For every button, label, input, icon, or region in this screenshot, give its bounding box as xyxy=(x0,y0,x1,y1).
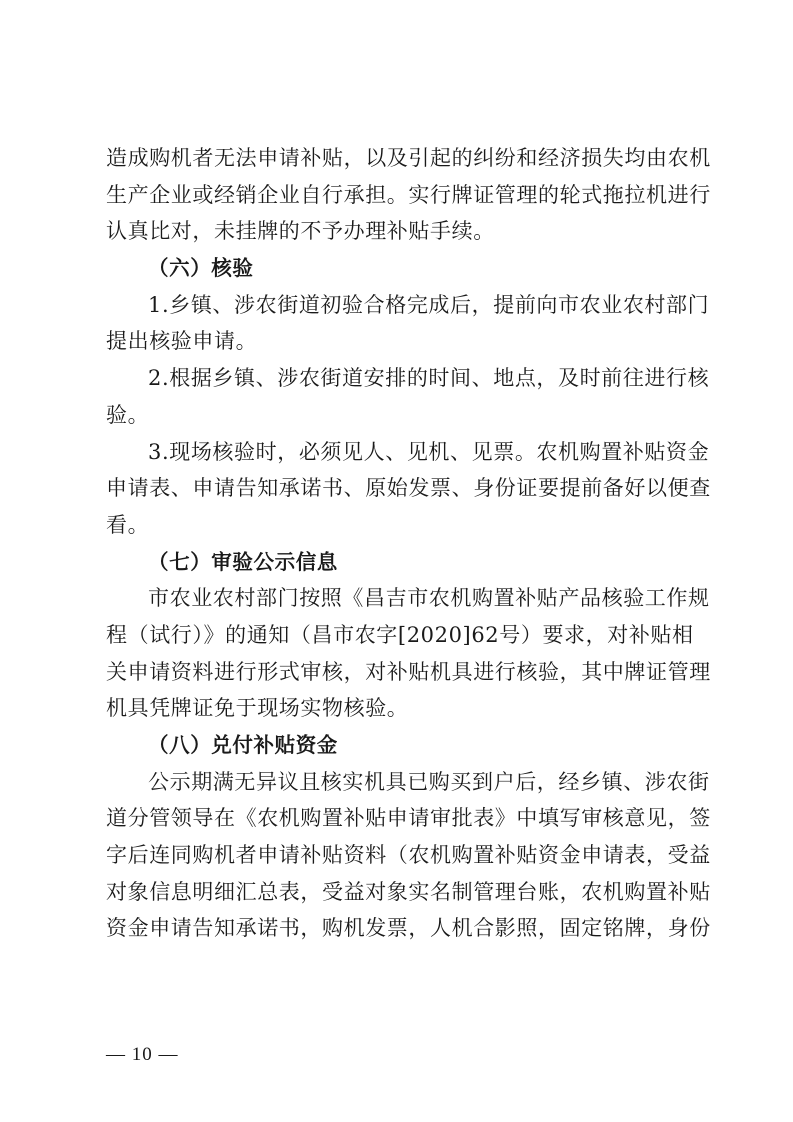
section-heading-eight: （八）兑付补贴资金 xyxy=(148,733,338,757)
section-heading-seven: （七）审验公示信息 xyxy=(148,549,338,574)
paragraph-line: 验。 xyxy=(106,402,150,427)
paragraph-line: 申请表、申请告知承诺书、原始发票、身份证要提前备好以便查 xyxy=(106,476,711,501)
paragraph-line: 关申请资料进行形式审核，对补贴机具进行核验，其中牌证管理 xyxy=(106,659,711,684)
paragraph-line: 生产企业或经销企业自行承担。实行牌证管理的轮式拖拉机进行 xyxy=(106,182,711,207)
paragraph-line: 看。 xyxy=(106,512,150,537)
paragraph-line: 对象信息明细汇总表，受益对象实名制管理台账，农机购置补贴 xyxy=(106,879,711,904)
paragraph-line: 3.现场核验时，必须见人、见机、见票。农机购置补贴资金 xyxy=(148,439,710,464)
paragraph-line: 程（试行）》的通知（昌市农字[2020]62号）要求，对补贴相 xyxy=(106,622,694,647)
section-heading-six: （六）核验 xyxy=(148,256,254,281)
paragraph-line: 资金申请告知承诺书，购机发票，人机合影照，固定铭牌，身份 xyxy=(106,916,711,941)
paragraph-line: 道分管领导在《农机购置补贴申请审批表》中填写审核意见，签 xyxy=(106,806,711,831)
paragraph-line: 认真比对，未挂牌的不予办理补贴手续。 xyxy=(106,219,495,244)
paragraph-line: 造成购机者无法申请补贴，以及引起的纠纷和经济损失均由农机 xyxy=(106,146,711,170)
paragraph-line: 市农业农村部门按照《昌吉市农机购置补贴产品核验工作规 xyxy=(148,586,710,611)
paragraph-line: 字后连同购机者申请补贴资料（农机购置补贴资金申请表，受益 xyxy=(106,843,711,868)
paragraph-line: 1.乡镇、涉农街道初验合格完成后，提前向市农业农村部门 xyxy=(148,292,710,317)
paragraph-line: 2.根据乡镇、涉农街道安排的时间、地点，及时前往进行核 xyxy=(148,366,710,391)
paragraph-line: 提出核验申请。 xyxy=(106,329,258,354)
paragraph-line: 机具凭牌证免于现场实物核验。 xyxy=(106,696,409,721)
document-body xyxy=(106,140,711,947)
paragraph-line: 公示期满无异议且核实机具已购买到户后，经乡镇、涉农街 xyxy=(148,769,710,794)
page-number: — 10 — xyxy=(106,1044,179,1065)
